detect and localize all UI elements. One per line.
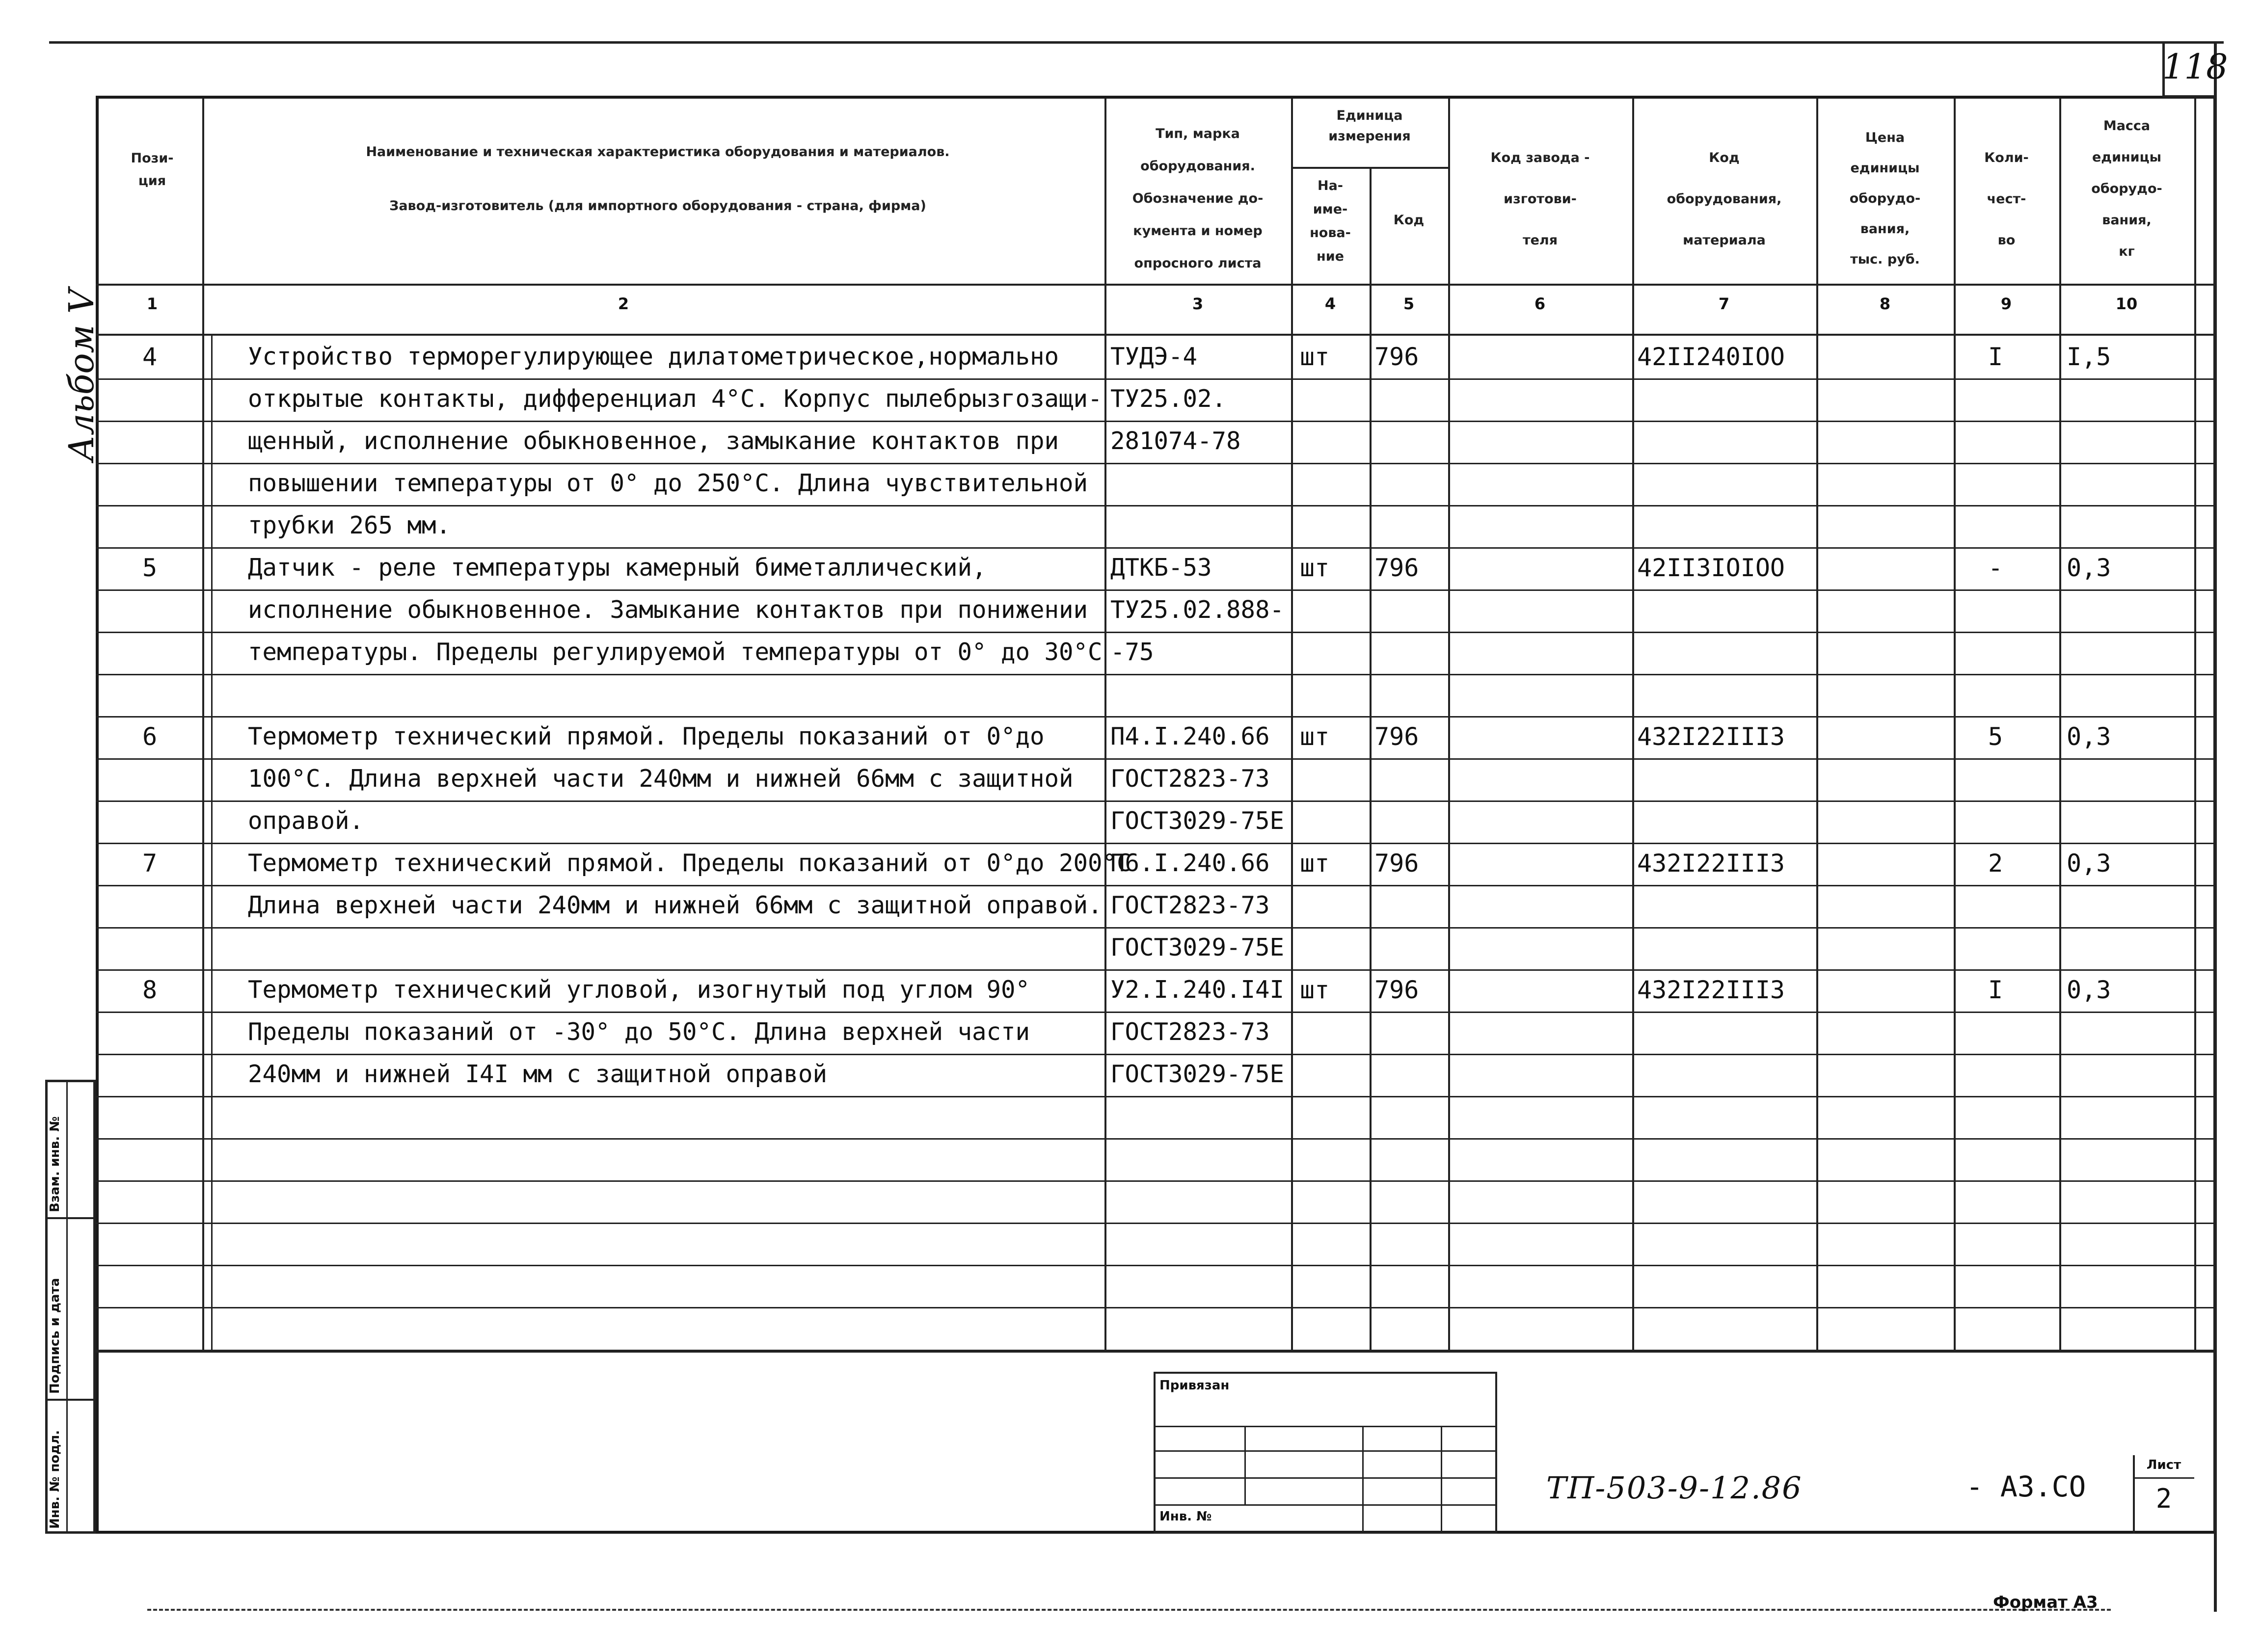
item-type-line: ТУ25.02.888-: [1110, 596, 1285, 624]
header-mass: Масса единицы оборудо- вания, кг: [2091, 118, 2162, 259]
column-number-9: 9: [2000, 294, 2012, 313]
side-label-inv-podl: Инв. № подл.: [48, 1430, 62, 1529]
format-label: Формат А3: [1993, 1593, 2098, 1612]
row-line: [96, 927, 2216, 929]
header-unit-code: Код: [1393, 213, 1425, 228]
item-name-line: щенный, исполнение обыкновенное, замыкание контактов при: [248, 427, 1059, 455]
item-unit: шт: [1300, 976, 1330, 1004]
row-line: [96, 1054, 2216, 1055]
row-line: [96, 800, 2216, 802]
item-name-line: Датчик - реле температуры камерный биметаллический,: [248, 554, 987, 582]
column-number-8: 8: [1879, 294, 1891, 313]
item-position: 7: [142, 849, 158, 878]
item-mass: I,5: [2067, 343, 2111, 371]
row-line: [96, 1307, 2216, 1308]
header-name-line1: Наименование и техническая характеристика оборудования и материалов.: [366, 144, 950, 160]
header-plant-code: Код завода - изготови- теля: [1490, 150, 1590, 248]
row-line: [96, 1012, 2216, 1013]
row-line: [96, 758, 2216, 760]
item-name-line: 240мм и нижней I4I мм с защитной оправой: [248, 1060, 828, 1088]
row-line: [96, 632, 2216, 633]
row-line: [96, 378, 2216, 380]
document-code: ТП-503-9-12.86: [1546, 1470, 1803, 1506]
side-label-vzam: Взам. инв. №: [48, 1116, 62, 1212]
header-name-line2: Завод-изготовитель (для импортного оборудования - страна, фирма): [389, 198, 926, 213]
item-position: 8: [142, 976, 158, 1004]
item-name-line: трубки 265 мм.: [248, 511, 451, 539]
column-number-1: 1: [146, 294, 158, 313]
column-number-4: 4: [1324, 294, 1336, 313]
item-unit: шт: [1300, 343, 1330, 371]
item-name-line: Устройство терморегулирующее дилатометрическое,нормально: [248, 343, 1059, 371]
item-position: 5: [142, 554, 158, 582]
column-number-3: 3: [1192, 294, 1204, 313]
row-line: [96, 505, 2216, 506]
item-type-line: ГОСТ2823-73: [1110, 891, 1270, 919]
row-line: [96, 1096, 2216, 1097]
header-unit: Единица измерения: [1328, 108, 1411, 144]
row-line: [96, 1265, 2216, 1266]
row-line: [96, 716, 2216, 718]
item-unit-code: 796: [1374, 722, 1419, 751]
item-name-line: 100°С. Длина верхней части 240мм и нижней 66мм с защитной: [248, 765, 1074, 793]
item-mass: 0,3: [2067, 976, 2111, 1004]
header-price: Цена единицы оборудо- вания, тыс. руб.: [1849, 130, 1921, 267]
item-type-line: ГОСТ3029-75Е: [1110, 933, 1285, 961]
row-line: [96, 885, 2216, 886]
item-equipment-code: 432I22III3: [1637, 849, 1785, 878]
item-mass: 0,3: [2067, 849, 2111, 878]
item-quantity: 2: [1988, 849, 2003, 878]
item-quantity: 5: [1988, 722, 2003, 751]
row-line: [96, 1138, 2216, 1140]
item-unit: шт: [1300, 722, 1330, 751]
row-line: [96, 674, 2216, 675]
item-name-line: Термометр технический прямой. Пределы показаний от 0°до: [248, 722, 1045, 750]
item-name-line: оправой.: [248, 807, 364, 835]
item-unit-code: 796: [1374, 554, 1419, 582]
inv-no-label: Инв. №: [1159, 1509, 1212, 1524]
item-equipment-code: 42II240IOO: [1637, 343, 1785, 371]
row-line: [96, 1223, 2216, 1224]
item-quantity: I: [1988, 976, 2003, 1004]
sheet-number-handwritten: 118: [2162, 47, 2228, 87]
row-line: [96, 1180, 2216, 1182]
side-label-podpis: Подпись и дата: [48, 1278, 62, 1394]
item-name-line: Пределы показаний от -30° до 50°С. Длина верхней части: [248, 1018, 1030, 1046]
list-label: Лист: [2146, 1458, 2181, 1472]
item-type-line: У2.I.240.I4I: [1110, 976, 1285, 1004]
item-equipment-code: 432I22III3: [1637, 722, 1785, 751]
item-equipment-code: 432I22III3: [1637, 976, 1785, 1004]
list-number: 2: [2155, 1483, 2172, 1514]
item-name-line: Термометр технический угловой, изогнутый под углом 90°: [248, 976, 1030, 1004]
item-name-line: температуры. Пределы регулируемой температуры от 0° до 30°С: [248, 638, 1103, 666]
item-name-line: Термометр технический прямой. Пределы показаний от 0°до 200°С: [248, 849, 1131, 877]
item-type-line: -75: [1110, 638, 1154, 666]
item-name-line: повышении температуры от 0° до 250°С. Длина чувствительной: [248, 469, 1088, 497]
item-type-line: ГОСТ2823-73: [1110, 1018, 1270, 1046]
item-name-line: Длина верхней части 240мм и нижней 66мм с защитной оправой.: [248, 891, 1103, 919]
header-quantity: Коли- чест- во: [1984, 150, 2029, 248]
header-unit-name: На- име- нова- ние: [1310, 178, 1351, 264]
item-type-line: П4.I.240.66: [1110, 722, 1270, 750]
item-name-line: исполнение обыкновенное. Замыкание контактов при понижении: [248, 596, 1088, 624]
item-type-line: ГОСТ2823-73: [1110, 765, 1270, 793]
item-type-line: ГОСТ3029-75Е: [1110, 807, 1285, 835]
album-mark: Альбом V: [61, 289, 102, 461]
item-mass: 0,3: [2067, 722, 2111, 751]
document-suffix: - А3.СО: [1966, 1470, 2086, 1503]
column-number-10: 10: [2115, 294, 2138, 313]
item-position: 4: [142, 343, 158, 371]
item-position: 6: [142, 722, 158, 751]
item-unit: шт: [1300, 849, 1330, 878]
item-type-line: ТУДЭ-4: [1110, 343, 1198, 371]
item-unit-code: 796: [1374, 343, 1419, 371]
row-line: [96, 547, 2216, 549]
item-type-line: ГОСТ3029-75Е: [1110, 1060, 1285, 1088]
column-number-6: 6: [1534, 294, 1546, 313]
header-equipment-code: Код оборудования, материала: [1667, 150, 1782, 248]
item-quantity: I: [1988, 343, 2003, 371]
item-mass: 0,3: [2067, 554, 2111, 582]
item-unit: шт: [1300, 554, 1330, 582]
column-number-7: 7: [1718, 294, 1730, 313]
item-type-line: ДТКБ-53: [1110, 554, 1212, 582]
item-type-line: ТУ25.02.: [1110, 385, 1227, 413]
item-type-line: П6.I.240.66: [1110, 849, 1270, 877]
item-name-line: открытые контакты, дифференциал 4°С. Корпус пылебрызгозащи-: [248, 385, 1103, 413]
column-number-5: 5: [1403, 294, 1415, 313]
header-type: Тип, марка оборудования. Обозначение до- кумента и номер опросного листа: [1132, 126, 1264, 271]
column-number-2: 2: [618, 294, 629, 313]
header-position: Пози- ция: [131, 151, 174, 188]
item-quantity: -: [1988, 554, 2003, 582]
privyazan-label: Привязан: [1159, 1378, 1230, 1393]
item-type-line: 281074-78: [1110, 427, 1241, 455]
item-unit-code: 796: [1374, 976, 1419, 1004]
item-equipment-code: 42II3IOIOO: [1637, 554, 1785, 582]
item-unit-code: 796: [1374, 849, 1419, 878]
row-line: [96, 969, 2216, 971]
row-line: [96, 421, 2216, 422]
row-line: [96, 463, 2216, 464]
row-line: [96, 589, 2216, 591]
row-line: [96, 843, 2216, 844]
